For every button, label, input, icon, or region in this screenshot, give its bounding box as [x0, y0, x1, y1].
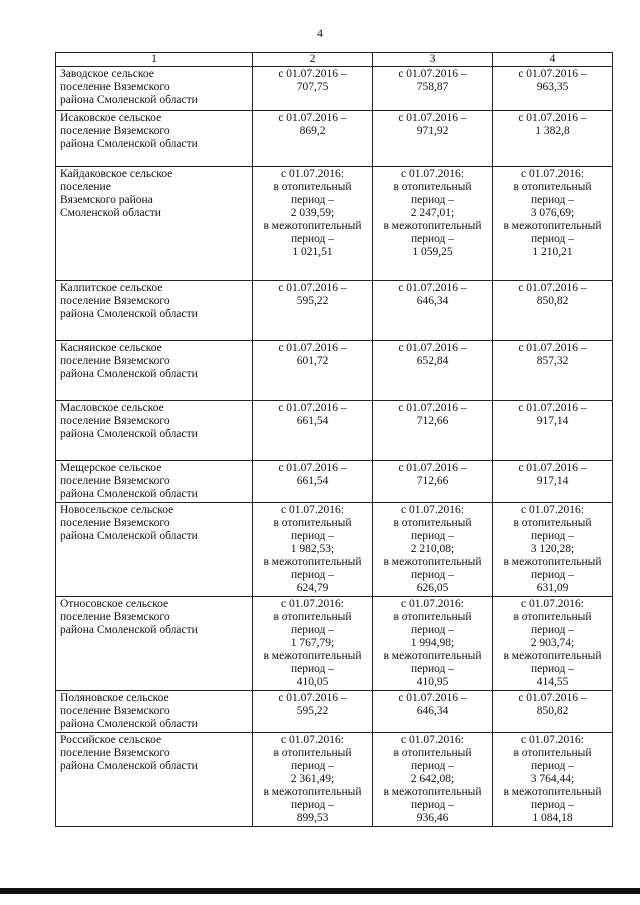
cell-line: Смоленской области	[60, 207, 161, 219]
table-row	[56, 111, 613, 167]
cell-line: 917,14	[536, 415, 569, 427]
cell-line: в межотопительный	[383, 220, 482, 232]
cell-line: 414,55	[536, 676, 569, 688]
cell-line: с 01.07.2016 –	[398, 282, 467, 294]
cell-line: 1 994,98;	[410, 637, 455, 649]
cell-line: в межотопительный	[383, 786, 482, 798]
cell-line: в отопительный	[273, 181, 352, 193]
tariff-cell-col2	[253, 167, 373, 281]
cell-line: с 01.07.2016:	[521, 598, 584, 610]
cell-line: в межотопительный	[383, 556, 482, 568]
cell-line: с 01.07.2016 –	[278, 282, 347, 294]
column-header: 4	[493, 53, 613, 67]
cell-line: с 01.07.2016:	[401, 168, 464, 180]
cell-line: 3 120,28;	[530, 543, 575, 555]
cell-line: в отопительный	[393, 747, 472, 759]
cell-line: Касняиское сельское	[60, 342, 162, 354]
settlement-name-cell	[56, 281, 253, 341]
settlement-name-cell	[56, 597, 253, 691]
cell-line: с 01.07.2016 –	[278, 402, 347, 414]
tariff-cell-col2	[253, 401, 373, 461]
table-row	[56, 597, 613, 691]
cell-line: с 01.07.2016 –	[398, 692, 467, 704]
cell-line: Заводское сельское	[60, 68, 154, 80]
cell-line: в межотопительный	[503, 556, 602, 568]
cell-line: 1 982,53;	[290, 543, 335, 555]
cell-line: 2 361,49;	[290, 773, 335, 785]
tariff-cell-col3	[373, 341, 493, 401]
cell-line: с 01.07.2016 –	[398, 402, 467, 414]
cell-line: 2 247,01;	[410, 207, 455, 219]
tariff-cell-col2	[253, 67, 373, 111]
cell-line: 1 382,8	[535, 125, 570, 137]
cell-line: 1 059,25	[412, 246, 453, 258]
cell-line: 631,09	[536, 582, 569, 594]
tariff-cell-col4	[493, 503, 613, 597]
cell-line: 758,87	[416, 81, 449, 93]
tariff-cell-col3	[373, 733, 493, 827]
table-row	[56, 461, 613, 503]
tariff-cell-col2	[253, 281, 373, 341]
cell-line: период –	[410, 760, 455, 772]
cell-line: период –	[530, 530, 575, 542]
bottom-rule	[0, 888, 640, 894]
settlement-name-cell	[56, 111, 253, 167]
cell-line: с 01.07.2016:	[401, 598, 464, 610]
cell-line: поселение Вяземского	[60, 295, 170, 307]
table-row	[56, 341, 613, 401]
cell-line: 646,34	[416, 295, 449, 307]
settlement-name-cell	[56, 167, 253, 281]
cell-line: поселение	[60, 181, 111, 193]
cell-line: период –	[290, 233, 335, 245]
cell-line: 850,82	[536, 295, 569, 307]
tariff-cell-col4	[493, 167, 613, 281]
cell-line: 857,32	[536, 355, 569, 367]
cell-line: поселение Вяземского	[60, 355, 170, 367]
settlement-name-cell	[56, 67, 253, 111]
cell-line: 626,05	[416, 582, 449, 594]
cell-line: района Смоленской области	[60, 624, 198, 636]
tariff-cell-col3	[373, 111, 493, 167]
cell-line: с 01.07.2016 –	[278, 68, 347, 80]
tariff-cell-col2	[253, 461, 373, 503]
cell-line: период –	[530, 624, 575, 636]
cell-line: 661,54	[296, 415, 329, 427]
cell-line: 410,95	[416, 676, 449, 688]
cell-line: Исаковское сельское	[60, 112, 162, 124]
cell-line: в межотопительный	[263, 786, 362, 798]
tariff-cell-col2	[253, 597, 373, 691]
tariff-cell-col3	[373, 461, 493, 503]
column-header: 3	[373, 53, 493, 67]
cell-line: 410,05	[296, 676, 329, 688]
tariff-cell-col2	[253, 691, 373, 733]
cell-line: 2 039,59;	[290, 207, 335, 219]
cell-line: Поляновское сельское	[60, 692, 169, 704]
cell-line: 3 076,69;	[530, 207, 575, 219]
tariff-cell-col3	[373, 597, 493, 691]
tariff-cell-col4	[493, 733, 613, 827]
cell-line: период –	[290, 624, 335, 636]
cell-line: с 01.07.2016 –	[278, 692, 347, 704]
cell-line: 963,35	[536, 81, 569, 93]
cell-line: в отопительный	[513, 611, 592, 623]
cell-line: поселение Вяземского	[60, 475, 170, 487]
cell-line: района Смоленской области	[60, 138, 198, 150]
tariff-cell-col2	[253, 733, 373, 827]
settlement-name-cell	[56, 503, 253, 597]
cell-line: 707,75	[296, 81, 329, 93]
settlement-name-cell	[56, 691, 253, 733]
cell-line: с 01.07.2016 –	[398, 112, 467, 124]
tariff-cell-col4	[493, 281, 613, 341]
cell-line: период –	[290, 569, 335, 581]
table-row	[56, 733, 613, 827]
cell-line: 2 210,08;	[410, 543, 455, 555]
cell-line: 899,53	[296, 812, 329, 824]
cell-line: с 01.07.2016 –	[518, 692, 587, 704]
cell-line: в отопительный	[513, 181, 592, 193]
tariff-cell-col3	[373, 167, 493, 281]
cell-line: с 01.07.2016:	[401, 504, 464, 516]
cell-line: 2 642,08;	[410, 773, 455, 785]
cell-line: с 01.07.2016 –	[518, 402, 587, 414]
cell-line: период –	[290, 760, 335, 772]
cell-line: 2 903,74;	[530, 637, 575, 649]
table-row	[56, 503, 613, 597]
cell-line: период –	[290, 663, 335, 675]
page-number: 4	[317, 26, 323, 40]
cell-line: в межотопительный	[383, 650, 482, 662]
cell-line: с 01.07.2016 –	[518, 462, 587, 474]
cell-line: период –	[530, 760, 575, 772]
settlement-name-cell	[56, 341, 253, 401]
tariff-cell-col4	[493, 597, 613, 691]
tariff-cell-col4	[493, 461, 613, 503]
cell-line: с 01.07.2016 –	[398, 68, 467, 80]
cell-line: период –	[530, 233, 575, 245]
cell-line: с 01.07.2016 –	[278, 462, 347, 474]
cell-line: 595,22	[296, 705, 329, 717]
cell-line: 652,84	[416, 355, 449, 367]
cell-line: с 01.07.2016 –	[518, 68, 587, 80]
cell-line: период –	[530, 569, 575, 581]
settlement-name-cell	[56, 461, 253, 503]
tariff-cell-col4	[493, 341, 613, 401]
cell-line: района Смоленской области	[60, 94, 198, 106]
tariff-cell-col2	[253, 111, 373, 167]
cell-line: период –	[530, 194, 575, 206]
cell-line: района Смоленской области	[60, 760, 198, 772]
cell-line: 661,54	[296, 475, 329, 487]
cell-line: района Смоленской области	[60, 718, 198, 730]
cell-line: с 01.07.2016 –	[398, 342, 467, 354]
cell-line: период –	[410, 663, 455, 675]
cell-line: 646,34	[416, 705, 449, 717]
tariff-cell-col3	[373, 503, 493, 597]
column-header: 1	[56, 53, 253, 67]
cell-line: период –	[290, 194, 335, 206]
cell-line: в межотопительный	[503, 220, 602, 232]
tariff-cell-col4	[493, 401, 613, 461]
cell-line: период –	[410, 530, 455, 542]
cell-line: с 01.07.2016 –	[398, 462, 467, 474]
table-row	[56, 67, 613, 111]
cell-line: 3 764,44;	[530, 773, 575, 785]
settlement-name-cell	[56, 401, 253, 461]
cell-line: Вяземского района	[60, 194, 153, 206]
cell-line: с 01.07.2016 –	[518, 112, 587, 124]
cell-line: период –	[410, 624, 455, 636]
cell-line: поселение Вяземского	[60, 125, 170, 137]
table-row	[56, 691, 613, 733]
tariff-cell-col4	[493, 67, 613, 111]
column-header: 2	[253, 53, 373, 67]
cell-line: 1 084,18	[532, 812, 573, 824]
cell-line: Мещерское сельское	[60, 462, 162, 474]
cell-line: период –	[530, 799, 575, 811]
cell-line: 1 021,51	[292, 246, 333, 258]
cell-line: района Смоленской области	[60, 368, 198, 380]
cell-line: период –	[410, 194, 455, 206]
cell-line: в межотопительный	[503, 650, 602, 662]
cell-line: поселение Вяземского	[60, 81, 170, 93]
cell-line: района Смоленской области	[60, 530, 198, 542]
cell-line: района Смоленской области	[60, 428, 198, 440]
cell-line: с 01.07.2016:	[281, 598, 344, 610]
cell-line: с 01.07.2016:	[281, 504, 344, 516]
cell-line: в межотопительный	[503, 786, 602, 798]
cell-line: период –	[410, 233, 455, 245]
cell-line: с 01.07.2016:	[521, 168, 584, 180]
cell-line: 869,2	[299, 125, 326, 137]
cell-line: с 01.07.2016 –	[518, 282, 587, 294]
cell-line: в межотопительный	[263, 650, 362, 662]
cell-line: 712,66	[416, 415, 449, 427]
cell-line: 850,82	[536, 705, 569, 717]
cell-line: период –	[290, 530, 335, 542]
cell-line: в отопительный	[513, 517, 592, 529]
cell-line: района Смоленской области	[60, 488, 198, 500]
cell-line: 624,79	[296, 582, 329, 594]
tariff-table	[55, 52, 613, 827]
cell-line: период –	[410, 799, 455, 811]
tariff-cell-col3	[373, 281, 493, 341]
cell-line: с 01.07.2016 –	[278, 112, 347, 124]
cell-line: Масловское сельское	[60, 402, 164, 414]
cell-line: Относовское сельское	[60, 598, 169, 610]
tariff-cell-col2	[253, 341, 373, 401]
cell-line: Российское сельское	[60, 734, 162, 746]
settlement-name-cell	[56, 733, 253, 827]
tariff-cell-col4	[493, 111, 613, 167]
tariff-cell-col3	[373, 67, 493, 111]
cell-line: в отопительный	[273, 611, 352, 623]
cell-line: поселение Вяземского	[60, 705, 170, 717]
cell-line: в отопительный	[393, 181, 472, 193]
cell-line: период –	[290, 799, 335, 811]
cell-line: поселение Вяземского	[60, 611, 170, 623]
tariff-cell-col4	[493, 691, 613, 733]
cell-line: Новосельское сельское	[60, 504, 174, 516]
cell-line: 971,92	[416, 125, 449, 137]
cell-line: поселение Вяземского	[60, 517, 170, 529]
cell-line: с 01.07.2016 –	[278, 342, 347, 354]
table-row	[56, 281, 613, 341]
cell-line: период –	[410, 569, 455, 581]
cell-line: с 01.07.2016:	[281, 734, 344, 746]
cell-line: района Смоленской области	[60, 308, 198, 320]
cell-line: поселение Вяземского	[60, 747, 170, 759]
cell-line: в отопительный	[393, 611, 472, 623]
tariff-cell-col2	[253, 503, 373, 597]
cell-line: с 01.07.2016:	[401, 734, 464, 746]
cell-line: поселение Вяземского	[60, 415, 170, 427]
cell-line: 917,14	[536, 475, 569, 487]
header-row	[56, 53, 613, 67]
cell-line: 595,22	[296, 295, 329, 307]
cell-line: с 01.07.2016:	[281, 168, 344, 180]
table-row	[56, 401, 613, 461]
cell-line: 712,66	[416, 475, 449, 487]
cell-line: Калпитское сельское	[60, 282, 163, 294]
cell-line: период –	[530, 663, 575, 675]
cell-line: в отопительный	[513, 747, 592, 759]
cell-line: с 01.07.2016 –	[518, 342, 587, 354]
cell-line: 936,46	[416, 812, 449, 824]
cell-line: с 01.07.2016:	[521, 504, 584, 516]
cell-line: Кайдаковское сельское	[60, 168, 173, 180]
tariff-cell-col3	[373, 691, 493, 733]
cell-line: в межотопительный	[263, 220, 362, 232]
cell-line: с 01.07.2016:	[521, 734, 584, 746]
cell-line: в отопительный	[273, 517, 352, 529]
cell-line: 1 210,21	[532, 246, 573, 258]
cell-line: в отопительный	[393, 517, 472, 529]
cell-line: в отопительный	[273, 747, 352, 759]
cell-line: в межотопительный	[263, 556, 362, 568]
cell-line: 1 767,79;	[290, 637, 335, 649]
cell-line: 601,72	[296, 355, 329, 367]
table-row	[56, 167, 613, 281]
tariff-cell-col3	[373, 401, 493, 461]
